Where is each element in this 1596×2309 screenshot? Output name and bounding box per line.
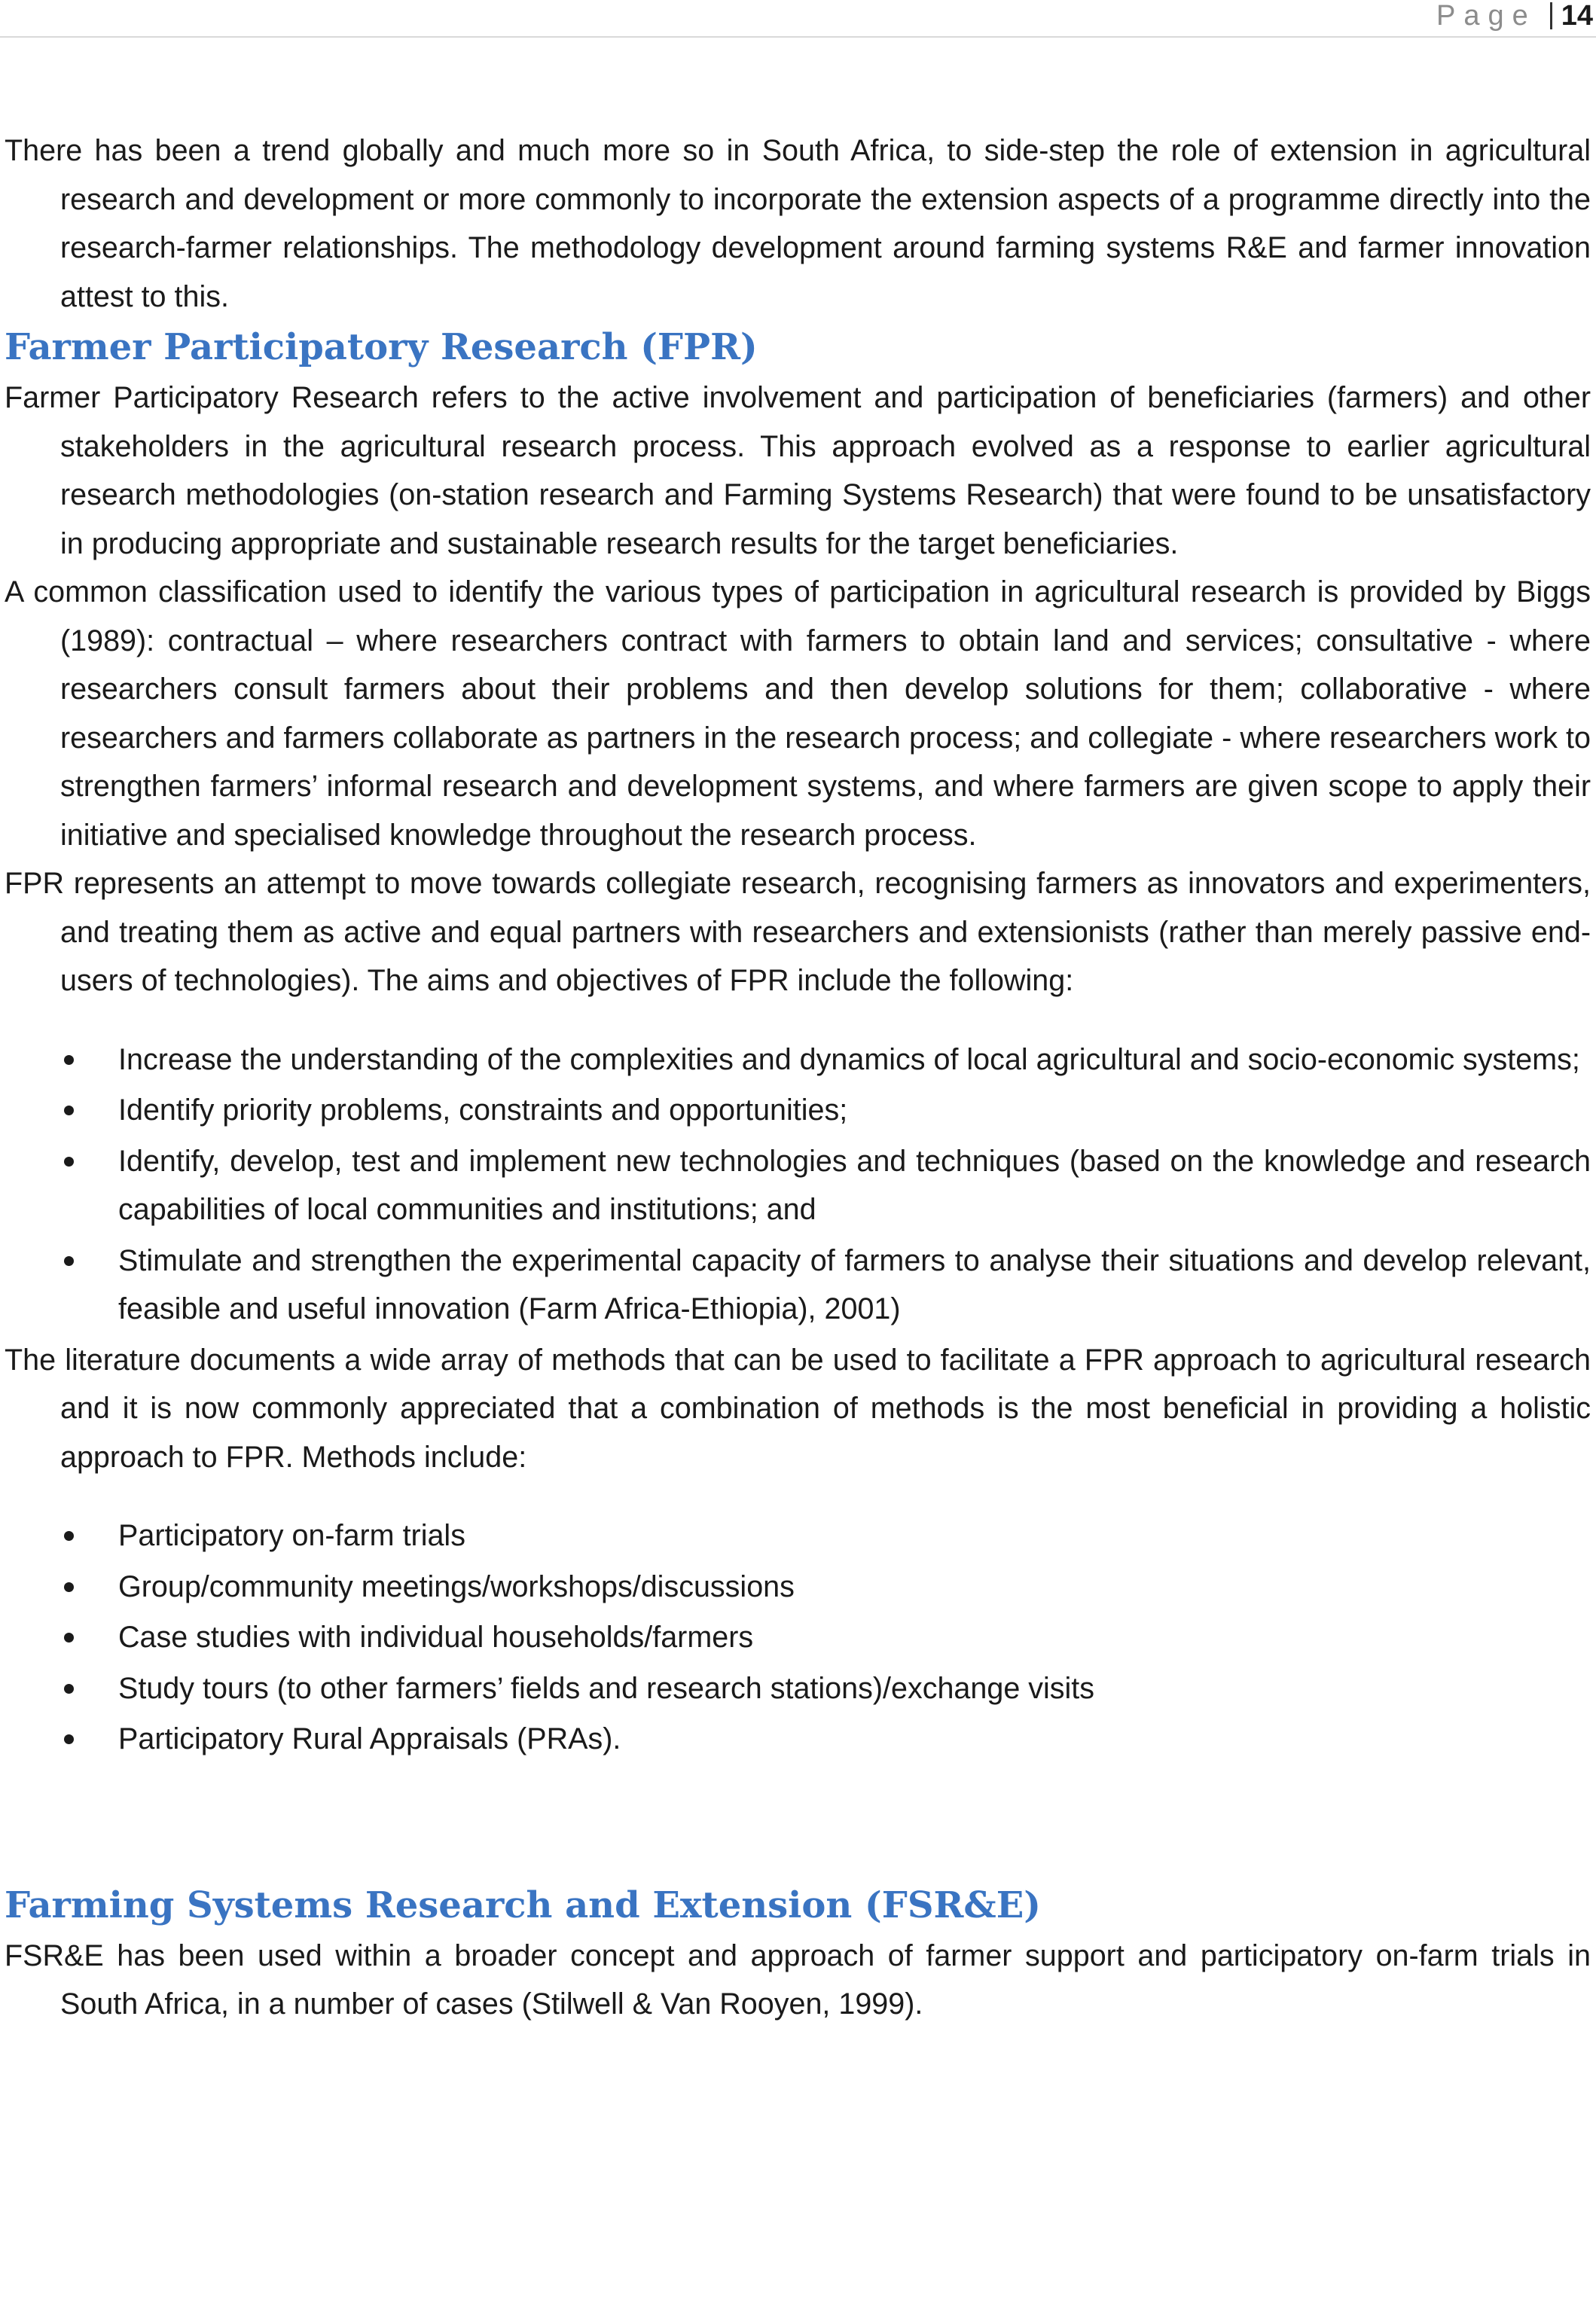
bullet-icon xyxy=(64,1055,74,1065)
list-item xyxy=(5,1237,1591,1334)
list-item-text: Case studies with individual households/farmers xyxy=(118,1621,754,1654)
list-item-text: Stimulate and strengthen the experimental capacity of farmers to analyse their situations and develop relevant, feasible and useful innovation (Farm Africa-Ethiopia), 2001) xyxy=(118,1243,1591,1325)
list-item xyxy=(5,1137,1591,1234)
fpr-aims-list xyxy=(5,1036,1591,1334)
bullet-icon xyxy=(64,1582,74,1592)
fpr-paragraph-methods: The literature documents a wide array of methods that can be used to facilitate a FPR approach to agricultural research and it is now commonly appreciated that a combination of methods is the most beneficial in providing a holistic approach to FPR. Methods include: xyxy=(5,1343,1591,1474)
page-label: Page xyxy=(1436,0,1536,32)
bullet-icon xyxy=(64,1157,74,1167)
bullet-icon xyxy=(64,1633,74,1643)
list-item xyxy=(5,1511,1591,1560)
page-separator xyxy=(1550,2,1552,29)
page-number: 14 xyxy=(1561,0,1593,32)
list-item xyxy=(5,1664,1591,1713)
fpr-paragraph-classification: A common classification used to identify the various types of participation in agricultural research is provided by Biggs (1989): contractual – where researchers contract with farmers to obtain land and services; consultative - where researchers consult farmers about their problems and then develop solutions for them; collaborative - where researchers and farmers collaborate as partners in the research process; and collegiate - where researchers work to strengthen farmers’ informal research and development systems, and where farmers are given scope to apply their initiative and specialised knowledge throughout the research process. xyxy=(5,575,1591,852)
fpr-paragraph-definition: Farmer Participatory Research refers to the active involvement and participation of beneficiaries (farmers) and other stakeholders in the agricultural research process. This approach evolved as a response to earlier agricultural research methodologies (on-station research and Farming Systems Research) that were found to be unsatisfactory in producing appropriate and sustainable research results for the target beneficiaries. xyxy=(5,381,1591,560)
bullet-icon xyxy=(64,1256,74,1266)
fpr-methods-list xyxy=(5,1511,1591,1764)
document-body xyxy=(5,127,1591,2029)
list-item-text: Identify priority problems, constraints and opportunities; xyxy=(118,1093,848,1127)
fpr-paragraph-collegiate: FPR represents an attempt to move towards collegiate research, recognising farmers as innovators and experimenters, and treating them as active and equal partners with researchers and extensionists (rather than merely passive end-users of technologies). The aims and objectives of FPR include the following: xyxy=(5,867,1591,997)
intro-paragraph: There has been a trend globally and much more so in South Africa, to side-step the role of extension in agricultural research and development or more commonly to incorporate the extension aspects of a programme directly into the research-farmer relationships. The methodology development around farming systems R&E and farmer innovation attest to this. xyxy=(5,134,1591,313)
page-number-block xyxy=(1436,0,1593,32)
fpr-heading: Farmer Participatory Research (FPR) xyxy=(5,326,758,368)
list-item-text: Group/community meetings/workshops/discussions xyxy=(118,1569,795,1603)
fsre-heading: Farming Systems Research and Extension (FSR&E) xyxy=(5,1883,1042,1926)
list-item xyxy=(5,1563,1591,1612)
list-item-text: Study tours (to other farmers’ fields and research stations)/exchange visits xyxy=(118,1671,1095,1705)
bullet-icon xyxy=(64,1734,74,1744)
bullet-icon xyxy=(64,1106,74,1115)
bullet-icon xyxy=(64,1684,74,1694)
list-item xyxy=(5,1036,1591,1084)
list-item-text: Increase the understanding of the complexities and dynamics of local agricultural and socio-economic systems; xyxy=(118,1042,1580,1076)
list-item xyxy=(5,1613,1591,1662)
list-item-text: Identify, develop, test and implement new technologies and techniques (based on the knowledge and research capabilities of local communities and institutions; and xyxy=(118,1144,1591,1226)
list-item-text: Participatory on-farm trials xyxy=(118,1519,465,1552)
list-item xyxy=(5,1086,1591,1135)
fsre-paragraph: FSR&E has been used within a broader concept and approach of farmer support and participatory on-farm trials in South Africa, in a number of cases (Stilwell & Van Rooyen, 1999). xyxy=(5,1938,1591,2021)
section-spacer xyxy=(5,1766,1591,1879)
list-item xyxy=(5,1715,1591,1764)
bullet-icon xyxy=(64,1531,74,1541)
page-header xyxy=(0,0,1596,38)
list-item-text: Participatory Rural Appraisals (PRAs). xyxy=(118,1722,621,1755)
